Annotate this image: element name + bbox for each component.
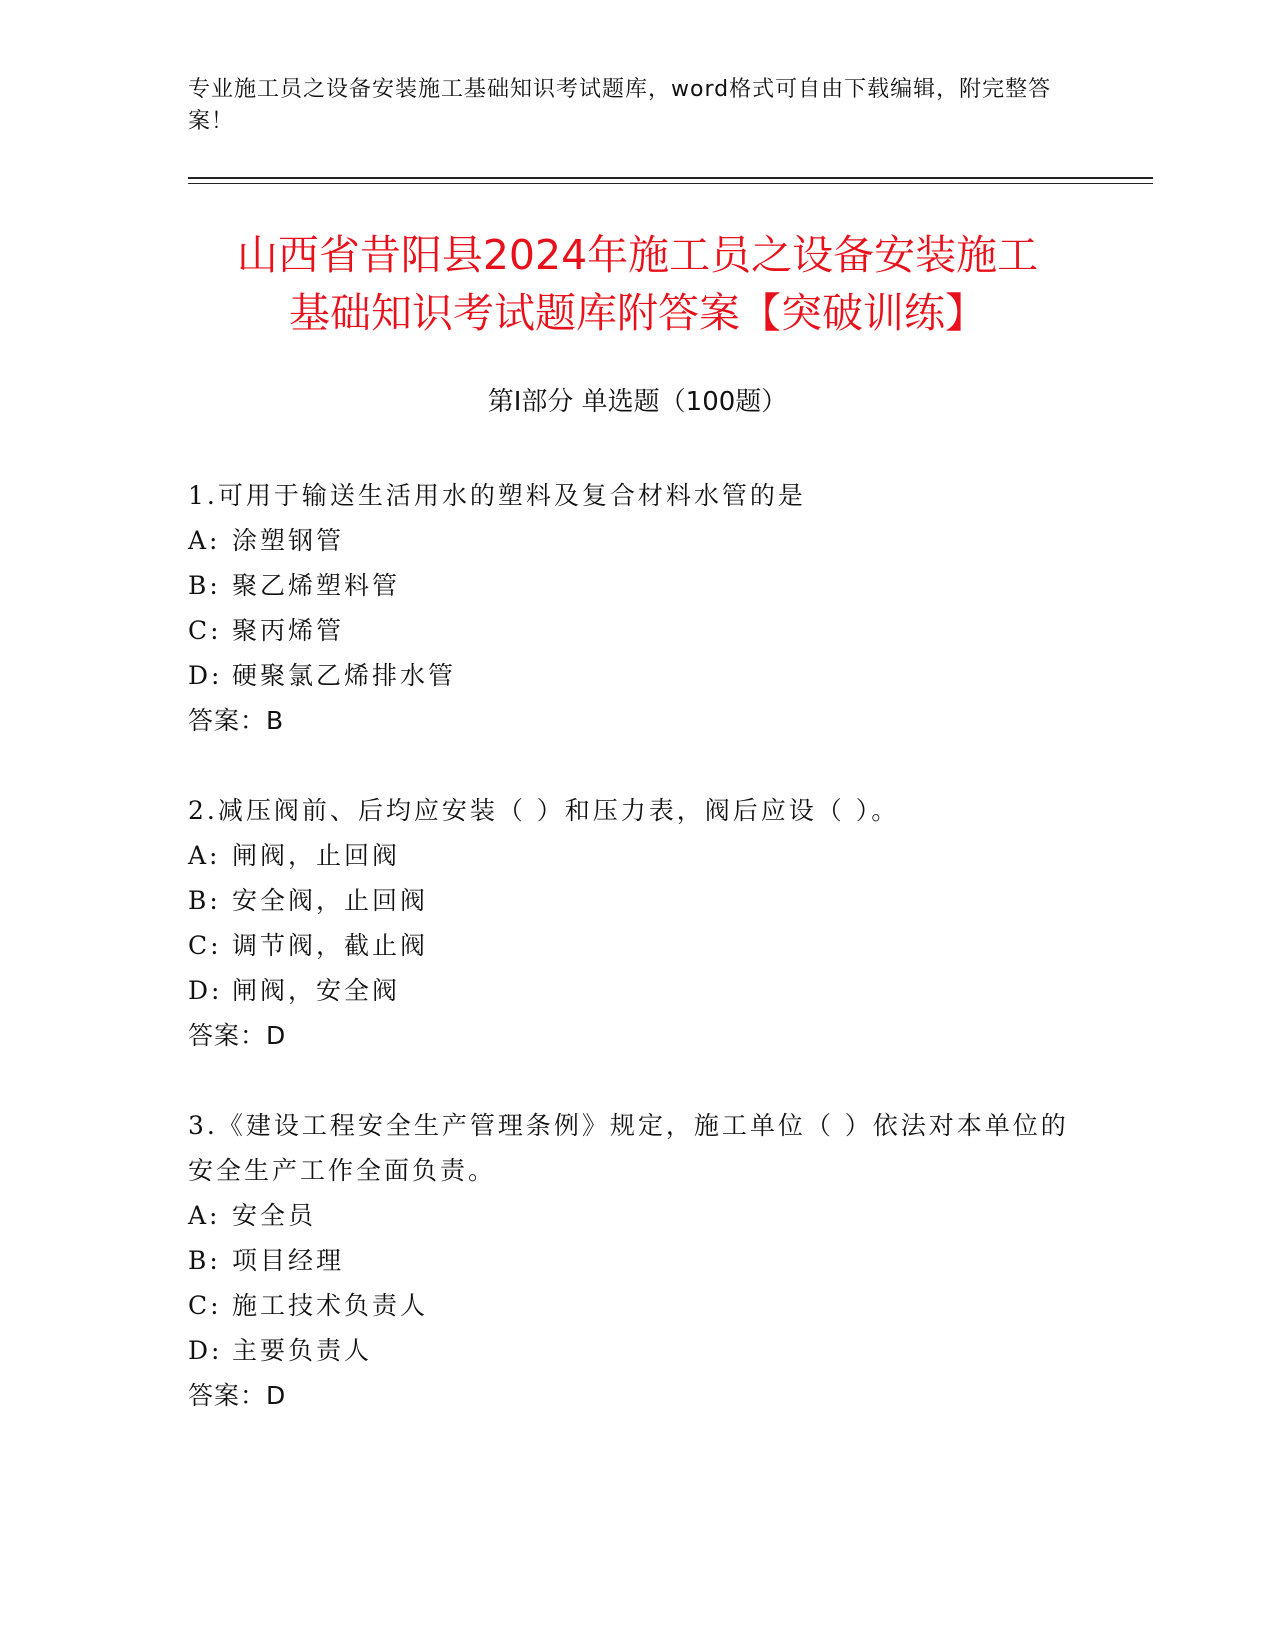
option-b [188, 878, 1088, 923]
option-label: C: [188, 1291, 222, 1320]
question-2 [188, 788, 1088, 1058]
option-a [188, 518, 1088, 563]
answer: 答案：B [188, 706, 285, 735]
option-text: 施工技术负责人 [232, 1291, 429, 1320]
option-label: A: [188, 841, 221, 870]
option-b [188, 563, 1088, 608]
option-text: 安全员 [232, 1201, 317, 1230]
option-label: C: [188, 616, 222, 645]
option-label: A: [188, 526, 221, 555]
option-text: 调节阀，截止阀 [232, 931, 429, 960]
option-label: D: [188, 1336, 223, 1365]
option-c [188, 608, 1088, 653]
option-c [188, 923, 1088, 968]
option-text: 硬聚氯乙烯排水管 [232, 661, 457, 690]
option-c [188, 1283, 1088, 1328]
option-label: D: [188, 976, 223, 1005]
option-label: C: [188, 931, 222, 960]
document-title [160, 226, 1115, 342]
option-text: 聚乙烯塑料管 [232, 571, 401, 600]
option-text: 安全阀，止回阀 [232, 886, 429, 915]
option-text: 项目经理 [232, 1246, 345, 1275]
option-text: 闸阀，止回阀 [232, 841, 401, 870]
question-1 [188, 473, 1088, 743]
option-label: B: [188, 886, 221, 915]
option-text: 主要负责人 [232, 1336, 373, 1365]
header-divider-thin [188, 183, 1153, 184]
option-text: 聚丙烯管 [232, 616, 345, 645]
question-stem: 3.《建设工程安全生产管理条例》规定，施工单位（ ）依法对本单位的安全生产工作全面负责。 [188, 1111, 1069, 1185]
option-b [188, 1238, 1088, 1283]
document-title-line-2: 基础知识考试题库附答案【突破训练】 [289, 289, 986, 337]
question-3 [188, 1103, 1088, 1418]
question-list [188, 473, 1088, 1463]
header-note: 专业施工员之设备安装施工基础知识考试题库，word格式可自由下载编辑，附完整答案！ [188, 77, 1052, 134]
question-stem: 2.减压阀前、后均应安装（ ）和压力表，阀后应设（ ）。 [188, 796, 900, 825]
option-text: 涂塑钢管 [232, 526, 345, 555]
option-label: A: [188, 1201, 221, 1230]
document-title-line-1: 山西省昔阳县2024年施工员之设备安装施工 [236, 231, 1039, 279]
answer: 答案：D [188, 1381, 287, 1410]
section-heading: 第Ⅰ部分 单选题（100题） [487, 387, 788, 417]
question-stem: 1.可用于输送生活用水的塑料及复合材料水管的是 [188, 481, 806, 510]
option-d [188, 1328, 1088, 1373]
header-divider-thick [188, 177, 1153, 179]
option-a [188, 1193, 1088, 1238]
answer: 答案：D [188, 1021, 287, 1050]
option-label: D: [188, 661, 223, 690]
option-label: B: [188, 571, 221, 600]
option-d [188, 968, 1088, 1013]
option-text: 闸阀，安全阀 [232, 976, 401, 1005]
option-a [188, 833, 1088, 878]
option-d [188, 653, 1088, 698]
option-label: B: [188, 1246, 221, 1275]
